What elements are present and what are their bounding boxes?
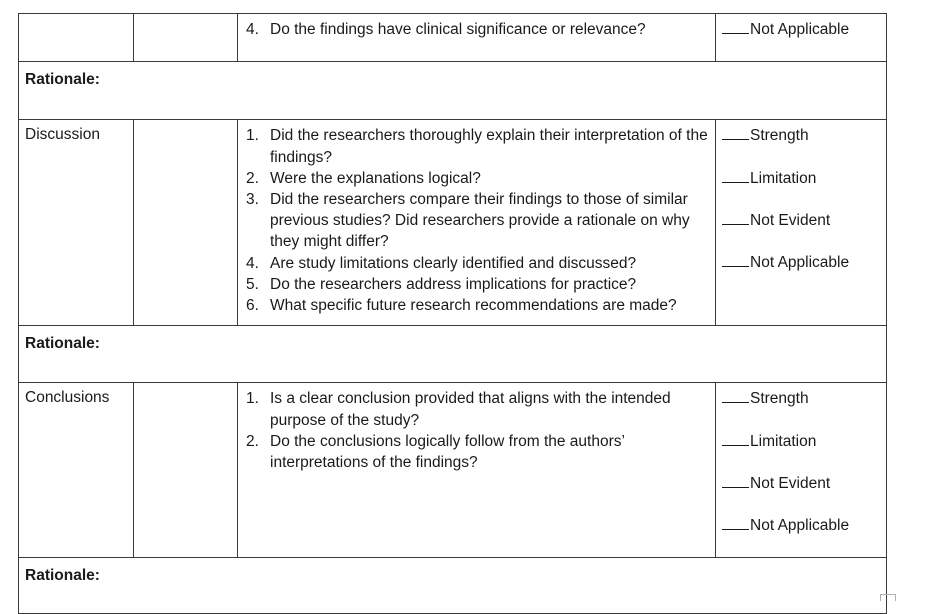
rationale-label: Rationale:	[19, 558, 887, 614]
option-not-applicable[interactable]: Not Applicable	[722, 252, 886, 294]
rationale-label: Rationale:	[19, 326, 887, 383]
questions-cell	[238, 383, 716, 558]
table-row	[19, 14, 887, 62]
list-item: 4. Are study limitations clearly identified and discussed?	[246, 254, 637, 272]
critique-table	[18, 13, 887, 614]
option-limitation[interactable]: Limitation	[722, 168, 886, 210]
blank-line	[722, 125, 749, 140]
questions-cell	[238, 14, 716, 62]
blank-cell	[134, 120, 238, 326]
table-row	[19, 383, 887, 558]
rationale-row	[19, 326, 887, 383]
question-list	[238, 120, 715, 316]
blank-line	[722, 168, 749, 183]
blank-cell	[134, 383, 238, 558]
blank-line	[722, 473, 749, 488]
option-not-applicable[interactable]: Not Applicable	[722, 515, 886, 557]
blank-line	[722, 388, 749, 403]
category-discussion: Discussion	[19, 120, 134, 326]
table-row	[19, 120, 887, 326]
list-item: 1. Did the researchers thoroughly explain their interpretation of the findings?	[246, 127, 708, 166]
blank-line	[722, 515, 749, 530]
blank-line	[722, 19, 749, 34]
question-list	[238, 383, 715, 473]
rationale-row	[19, 62, 887, 120]
questions-cell	[238, 120, 716, 326]
blank-line	[722, 431, 749, 446]
category-cell	[19, 14, 134, 62]
question-text: Do the findings have clinical significance or relevance?	[270, 21, 646, 38]
option-strength[interactable]: Strength	[722, 125, 886, 167]
list-item: 6. What specific future research recommendations are made?	[246, 296, 677, 314]
rationale-label: Rationale:	[19, 62, 887, 120]
list-item: 2. Do the conclusions logically follow from the authors’ interpretations of the findings?	[246, 432, 625, 471]
option-strength[interactable]: Strength	[722, 388, 886, 430]
option-not-evident[interactable]: Not Evident	[722, 473, 886, 515]
blank-line	[722, 252, 749, 267]
options-cell	[716, 14, 887, 62]
list-item: 3. Did the researchers compare their findings to those of similar previous studies? Did researchers provide a rationale on why they might differ?	[246, 190, 690, 251]
blank-cell	[134, 14, 238, 62]
list-item: 5. Do the researchers address implications for practice?	[246, 275, 637, 293]
list-item: 2. Were the explanations logical?	[246, 169, 481, 187]
options-cell	[716, 120, 887, 326]
option-not-evident[interactable]: Not Evident	[722, 210, 886, 252]
options-cell	[716, 383, 887, 558]
blank-line	[722, 210, 749, 225]
option-not-applicable[interactable]: Not Applicable	[722, 19, 886, 61]
question-list	[238, 14, 715, 40]
category-conclusions: Conclusions	[19, 383, 134, 558]
list-item: 4. Do the findings have clinical significance or relevance?	[246, 21, 646, 38]
rationale-row	[19, 558, 887, 614]
list-item: 1. Is a clear conclusion provided that aligns with the intended purpose of the study?	[246, 390, 671, 429]
option-limitation[interactable]: Limitation	[722, 431, 886, 473]
